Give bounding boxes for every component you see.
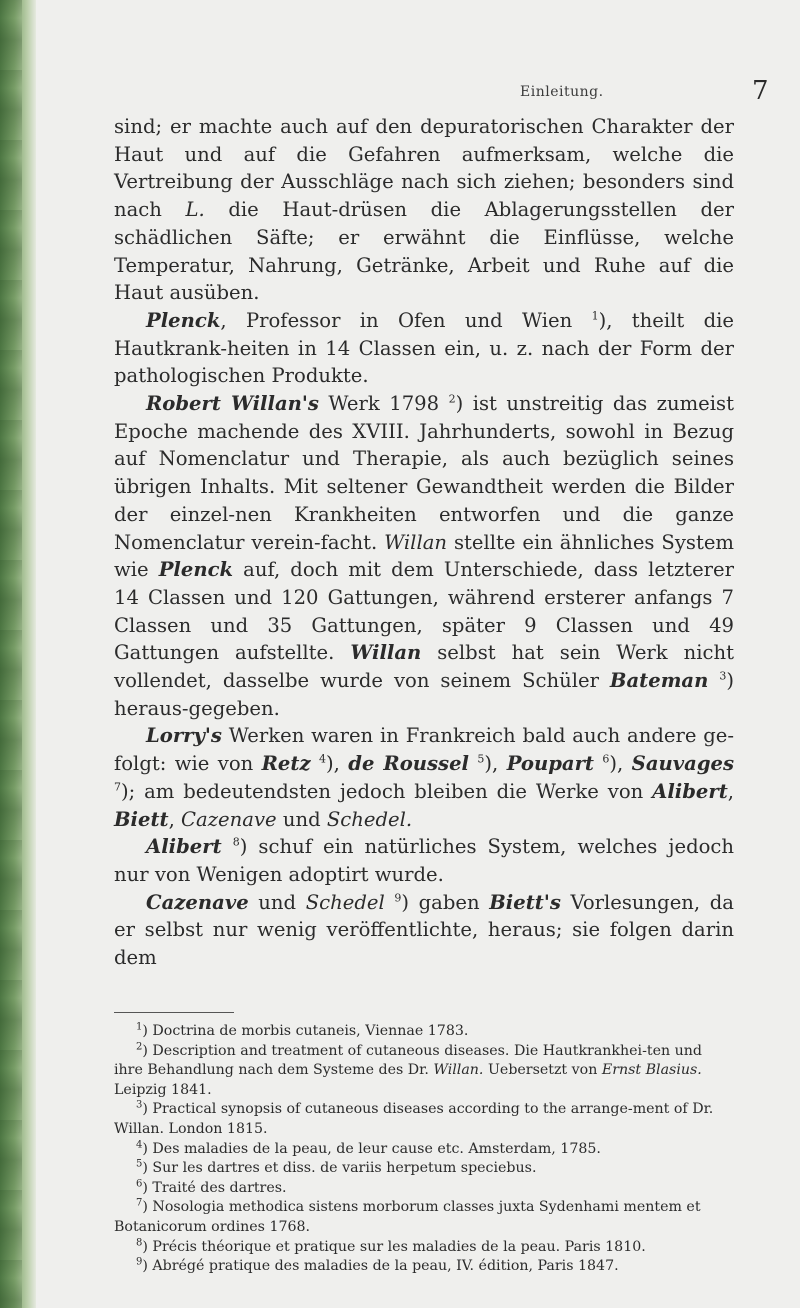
text-run: ), theilt die Hautkrank-heiten in 14 Classen ein, u. z. nach der Form der pathologischen Produkte. <box>114 308 734 388</box>
footnote-mark: 7 <box>136 1197 143 1209</box>
author-name: Cazenave <box>181 807 277 831</box>
running-title: Einleitung. <box>520 84 604 100</box>
text-run: Précis théorique et pratique sur les maladies de la peau. Paris 1810. <box>152 1238 646 1255</box>
text-run: ) schuf ein natürliches System, welches jedoch nur von Wenigen adoptirt wurde. <box>114 835 734 886</box>
footnote-reference: 1 <box>591 309 599 323</box>
text-run: Uebersetzt von <box>483 1062 602 1079</box>
paragraph-6 <box>114 889 734 972</box>
text-run <box>222 835 233 858</box>
footnote-mark-paren: ) <box>142 1042 153 1059</box>
footnote-reference: 2 <box>448 392 456 406</box>
text-run: Description and treatment of cutaneous diseases. Die Hautkrankhei-ten und ihre Behandlung nach dem Systeme des Dr. <box>114 1042 702 1079</box>
footnote-1 <box>114 1022 734 1042</box>
text-run: stellte ein ähnliches System wie <box>114 530 734 582</box>
footnote-mark-paren: ) <box>142 1101 153 1118</box>
text-run: die Haut-drüsen die Ablagerungsstellen der schädlichen Säfte; er erwähnt die Einflüsse, welche Temperatur, Nahrung, Getränke, Arbeit und Ruhe auf die Haut ausüben. <box>114 198 735 305</box>
author-name: Plenck <box>158 558 234 582</box>
footnote-4 <box>114 1140 734 1160</box>
author-name: L. <box>185 198 205 222</box>
text-run: auf, doch mit dem Unterschiede, dass letzterer 14 Classen und 120 Gattungen, während ersterer anfangs 7 Classen und 35 Gattungen, später 9 Classen und 49 Gattungen aufstellte. <box>114 558 734 665</box>
text-run: ), <box>325 752 349 776</box>
footnote-3 <box>114 1100 734 1139</box>
author-name: Retz <box>261 752 311 776</box>
author-name: Cazenave <box>146 890 249 914</box>
text-run: und <box>248 890 306 914</box>
footnote-reference: 4 <box>318 752 326 766</box>
text-run <box>708 669 719 692</box>
footnotes <box>114 1022 734 1277</box>
footnote-mark-paren: ) <box>142 1179 153 1196</box>
text-run: ) ist unstreitig das zumeist Epoche machende des XVIII. Jahrhunderts, sowohl in Bezug auf Nomenclatur und Therapie, als auch bezüglich seines übrigen Inhalts. Mit seltener Gewandtheit werden die Bilder der einzel-nen Krankheiten entworfen und die ganze Nomenclatur verein-facht. <box>114 392 734 554</box>
text-run: ) heraus-gegeben. <box>114 669 734 720</box>
author-name: Willan <box>350 641 422 665</box>
text-run: Abrégé pratique des maladies de la peau, IV. édition, Paris 1847. <box>152 1258 619 1275</box>
text-run: sind; er machte auch auf den depuratorischen Charakter der Haut und auf die Gefahren aufmerksam, welche die Vertreibung der Ausschläge nach sich ziehen; besonders sind nach <box>114 115 734 222</box>
paragraph-5 <box>114 833 734 888</box>
paragraph-3 <box>114 390 734 722</box>
text-run <box>311 752 319 775</box>
footnote-mark-paren: ) <box>142 1160 153 1177</box>
author-name: Biett's <box>489 890 561 914</box>
footnote-5 <box>114 1159 734 1179</box>
italic-text: Ernst Blasius. <box>601 1062 702 1079</box>
text-run: Vorlesungen, da er selbst nur wenig veröffentlichte, heraus; sie folgen darin dem <box>114 890 734 970</box>
body-text <box>114 113 734 972</box>
text-run: selbst hat sein Werk nicht vollendet, dasselbe wurde von seinem Schüler <box>114 641 734 693</box>
book-page <box>36 0 800 1308</box>
footnote-reference: 5 <box>477 752 485 766</box>
footnote-mark: 4 <box>136 1138 143 1150</box>
page-number: 7 <box>752 76 769 106</box>
text-run: Traité des dartres. <box>152 1179 287 1196</box>
footnote-8 <box>114 1238 734 1258</box>
footnote-mark: 8 <box>136 1236 143 1248</box>
footnote-reference: 8 <box>232 835 240 849</box>
text-run: Nosologia methodica sistens morborum classes juxta Sydenhami mentem et Botanicorum ordines 1768. <box>114 1199 701 1235</box>
footnote-mark: 6 <box>136 1178 143 1190</box>
footnote-reference: 6 <box>602 752 610 766</box>
author-name: Alibert <box>146 835 222 859</box>
page-edge-shading <box>0 0 22 1308</box>
footnote-reference: 9 <box>394 891 402 905</box>
author-name: Poupart <box>506 752 594 776</box>
author-name: Bateman <box>609 669 709 693</box>
author-name: Sauvages <box>631 752 735 776</box>
paragraph-4 <box>114 722 734 833</box>
author-name: Schedel <box>305 890 385 914</box>
footnote-6 <box>114 1179 734 1199</box>
paragraph-1 <box>114 113 734 307</box>
footnote-mark-paren: ) <box>142 1199 153 1216</box>
paragraph-2 <box>114 307 734 390</box>
text-run: Doctrina de morbis cutaneis, Viennae 1783. <box>152 1023 469 1039</box>
footnote-mark: 2 <box>136 1040 143 1052</box>
text-run: Leipzig 1841. <box>114 1081 212 1098</box>
text-run: Werken waren in Frankreich bald auch andere ge-folgt: wie von <box>114 724 734 776</box>
footnote-mark: 3 <box>136 1099 143 1111</box>
author-name: Schedel. <box>326 807 413 831</box>
footnote-9 <box>114 1257 734 1277</box>
text-run: ); am bedeutendsten jedoch bleiben die Werke von <box>121 779 653 803</box>
author-name: Alibert <box>652 779 728 803</box>
author-name: de Roussel <box>348 752 469 776</box>
footnote-divider <box>114 1012 234 1013</box>
text-run: , <box>168 807 182 831</box>
footnote-reference: 3 <box>719 669 727 683</box>
text-run: Des maladies de la peau, de leur cause etc. Amsterdam, 1785. <box>152 1140 601 1157</box>
text-run: ), <box>609 752 632 776</box>
text-run: und <box>276 807 327 831</box>
text-run <box>385 891 395 914</box>
footnote-7 <box>114 1198 734 1237</box>
footnote-reference: 7 <box>114 780 121 794</box>
text-run: Werk 1798 <box>318 392 449 416</box>
footnote-mark-paren: ) <box>142 1140 153 1157</box>
author-name: Robert Willan's <box>146 392 319 416</box>
footnote-2 <box>114 1042 734 1101</box>
footnote-mark: 5 <box>136 1158 143 1170</box>
footnote-mark-paren: ) <box>142 1023 153 1039</box>
running-head <box>36 76 800 106</box>
text-run: Sur les dartres et diss. de variis herpetum speciebus. <box>152 1160 537 1177</box>
text-run: , Professor in Ofen und Wien <box>220 308 592 332</box>
author-name: Plenck <box>146 308 221 332</box>
footnote-mark-paren: ) <box>142 1258 153 1275</box>
text-run: , <box>727 779 734 803</box>
footnote-mark: 1 <box>136 1021 143 1033</box>
author-name: Willan <box>384 530 448 554</box>
text-run: ), <box>484 752 507 776</box>
text-run: ) gaben <box>401 890 490 914</box>
italic-text: Willan. <box>433 1062 484 1079</box>
author-name: Lorry's <box>146 724 222 748</box>
text-run: Practical synopsis of cutaneous diseases according to the arrange-ment of Dr. Willan. London 1815. <box>114 1101 714 1137</box>
footnote-mark: 9 <box>136 1256 143 1268</box>
footnote-mark-paren: ) <box>142 1238 153 1255</box>
author-name: Biett <box>114 807 169 831</box>
